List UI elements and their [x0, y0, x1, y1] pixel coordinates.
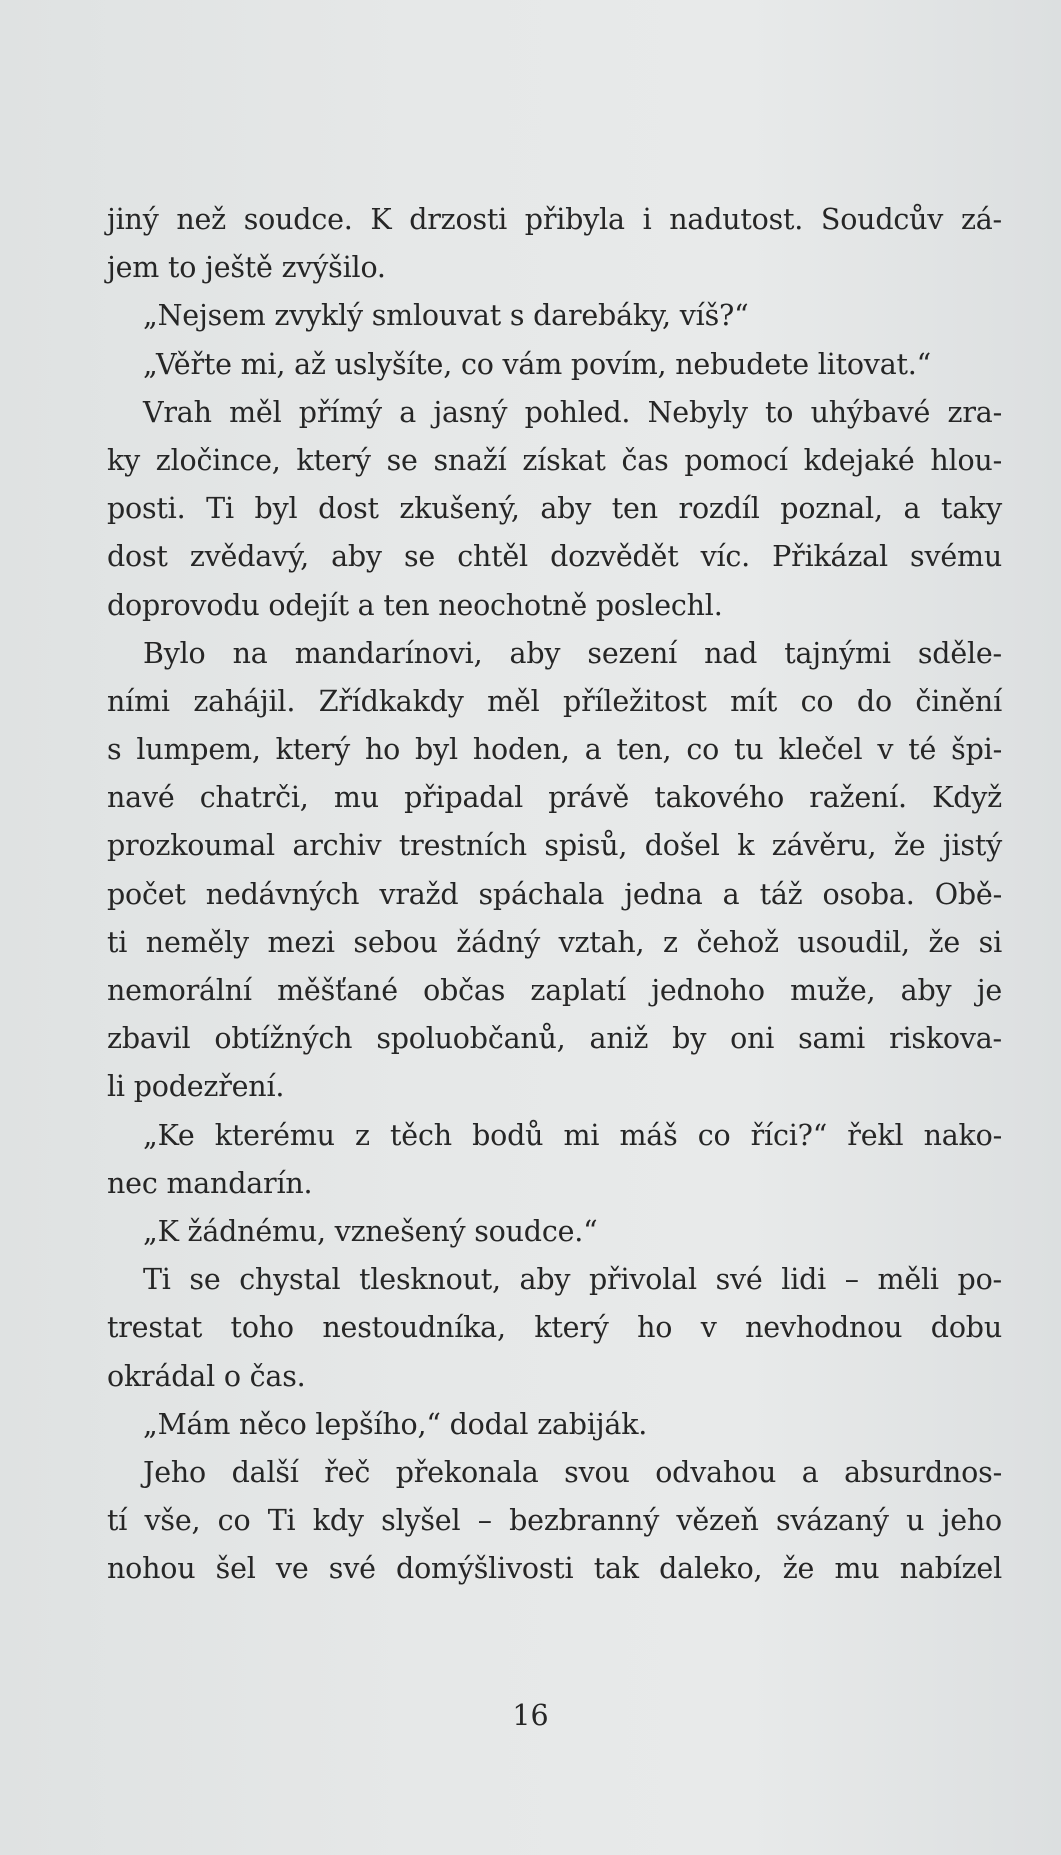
text-line: nohou šel ve své domýšlivosti tak daleko, že mu nabízel	[107, 1552, 1002, 1586]
body-text	[107, 196, 1002, 1593]
text-line: okrádal o čas.	[107, 1359, 306, 1393]
text-line: „Ke kterému z těch bodů mi máš co říci?“ řekl nako-	[143, 1118, 1002, 1152]
text-line: ními zahájil. Zřídkakdy měl příležitost mít co do činění	[107, 684, 1002, 718]
text-line: ky zločince, který se snaží získat čas pomocí kdejaké hlou-	[107, 443, 1002, 477]
text-line: nec mandarín.	[107, 1166, 313, 1200]
text-line: li podezření.	[107, 1070, 285, 1104]
text-line: počet nedávných vražd spáchala jedna a táž osoba. Obě-	[107, 877, 1002, 911]
text-line: jem to ještě zvýšilo.	[107, 251, 386, 285]
text-line: zbavil obtížných spoluobčanů, aniž by oni sami riskova-	[107, 1022, 1002, 1056]
text-line: doprovodu odejít a ten neochotně poslechl.	[107, 588, 723, 622]
text-line: Bylo na mandarínovi, aby sezení nad tajnými sděle-	[143, 636, 1002, 670]
text-line: nemorální měšťané občas zaplatí jednoho muže, aby je	[107, 974, 1002, 1007]
text-line: navé chatrči, mu připadal právě takového ražení. Když	[107, 781, 1002, 815]
text-line: s lumpem, který ho byl hoden, a ten, co tu klečel v té špi-	[107, 733, 1002, 767]
text-line: posti. Ti byl dost zkušený, aby ten rozdíl poznal, a taky	[107, 492, 1002, 526]
text-line: trestat toho nestoudníka, který ho v nevhodnou dobu	[107, 1311, 1002, 1345]
text-line: Vrah měl přímý a jasný pohled. Nebyly to uhýbavé zra-	[143, 395, 1002, 429]
text-line: „Věřte mi, až uslyšíte, co vám povím, nebudete litovat.“	[143, 347, 931, 381]
text-line: „Mám něco lepšího,“ dodal zabiják.	[143, 1407, 648, 1441]
text-line: dost zvědavý, aby se chtěl dozvědět víc. Přikázal svému	[107, 540, 1002, 574]
text-line: jiný než soudce. K drzosti přibyla i nadutost. Soudcův zá-	[107, 203, 1002, 236]
text-line: Jeho další řeč překonala svou odvahou a absurdnos-	[143, 1455, 1002, 1489]
text-line: tí vše, co Ti kdy slyšel – bezbranný vězeň svázaný u jeho	[107, 1504, 1002, 1538]
text-line: „Nejsem zvyklý smlouvat s darebáky, víš?“	[143, 299, 749, 333]
text-line: prozkoumal archiv trestních spisů, došel k závěru, že jistý	[107, 829, 1002, 863]
text-line: Ti se chystal tlesknout, aby přivolal své lidi – měli po-	[143, 1263, 1002, 1297]
text-line: ti neměly mezi sebou žádný vztah, z čehož usoudil, že si	[107, 925, 1002, 959]
text-line: „K žádnému, vznešený soudce.“	[143, 1214, 598, 1248]
page-number: 16	[512, 1699, 549, 1732]
